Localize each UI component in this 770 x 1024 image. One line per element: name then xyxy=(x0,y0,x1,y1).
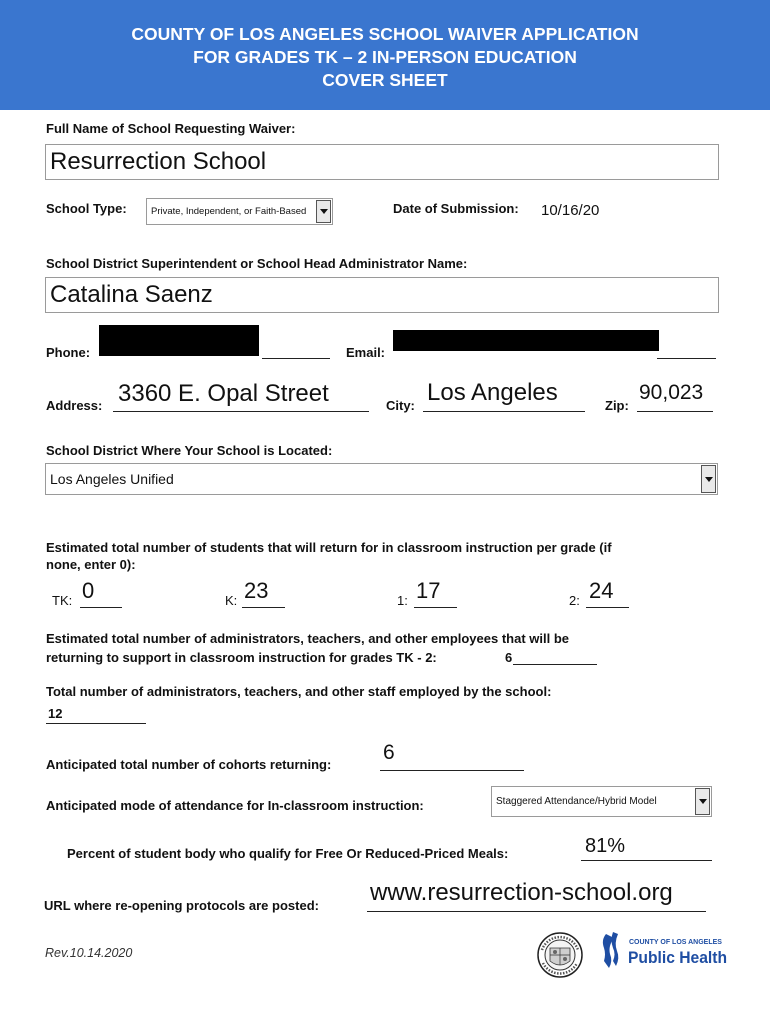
students-question-line1: Estimated total number of students that will return for in classroom instruction per grade (if xyxy=(46,540,612,555)
attendance-label: Anticipated mode of attendance for In-classroom instruction: xyxy=(46,798,424,813)
staff-returning-value[interactable]: 6 xyxy=(505,650,513,665)
school-name-value: Resurrection School xyxy=(50,148,267,175)
address-value[interactable]: 3360 E. Opal Street xyxy=(118,380,329,407)
header-title-line1: COUNTY OF LOS ANGELES SCHOOL WAIVER APPLICATION xyxy=(131,24,639,44)
district-value: Los Angeles Unified xyxy=(50,471,174,487)
email-label: Email: xyxy=(346,345,386,360)
administrator-field[interactable] xyxy=(45,277,719,313)
school-type-label: School Type: xyxy=(46,201,127,216)
email-redaction xyxy=(393,330,659,351)
grade2-label: 2: xyxy=(569,593,580,608)
meals-underline xyxy=(581,860,712,861)
attendance-value: Staggered Attendance/Hybrid Model xyxy=(496,796,657,807)
staff-returning-line2: returning to support in classroom instruction for grades TK - 2: xyxy=(46,650,437,665)
phone-underline xyxy=(262,358,330,359)
city-label: City: xyxy=(386,398,415,413)
staff-returning-line1: Estimated total number of administrators, teachers, and other employees that will be xyxy=(46,631,570,646)
zip-underline xyxy=(637,411,713,412)
public-health-logo xyxy=(597,928,732,974)
k-label: K: xyxy=(225,593,238,608)
administrator-label: School District Superintendent or School Head Administrator Name: xyxy=(46,256,468,271)
meals-label: Percent of student body who qualify for Free Or Reduced-Priced Meals: xyxy=(67,846,509,861)
grade1-value[interactable]: 17 xyxy=(416,578,441,603)
grade2-value[interactable]: 24 xyxy=(589,578,614,603)
district-select[interactable] xyxy=(45,463,718,495)
attendance-select[interactable] xyxy=(491,786,712,817)
url-label: URL where re-opening protocols are posted: xyxy=(44,898,319,913)
header-title-line3: COVER SHEET xyxy=(322,70,448,90)
chevron-down-icon[interactable] xyxy=(701,465,716,493)
url-underline xyxy=(367,911,706,912)
school-type-value: Private, Independent, or Faith-Based xyxy=(151,206,307,217)
tk-value[interactable]: 0 xyxy=(82,578,95,603)
k-underline xyxy=(242,607,285,608)
cohorts-label: Anticipated total number of cohorts returning: xyxy=(46,757,332,772)
staff-returning-underline xyxy=(513,664,597,665)
dph-line1: COUNTY OF LOS ANGELES xyxy=(629,939,722,946)
k-value[interactable]: 23 xyxy=(244,578,269,603)
zip-label: Zip: xyxy=(605,398,629,413)
header-banner xyxy=(0,0,770,110)
url-value[interactable]: www.resurrection-school.org xyxy=(370,879,673,906)
meals-value[interactable]: 81% xyxy=(585,835,626,857)
grade1-underline xyxy=(414,607,457,608)
city-value[interactable]: Los Angeles xyxy=(427,379,558,406)
submission-date-value[interactable]: 10/16/20 xyxy=(541,202,600,219)
school-name-field[interactable] xyxy=(45,144,719,180)
grade2-underline xyxy=(586,607,629,608)
school-type-select[interactable] xyxy=(146,198,333,225)
district-label: School District Where Your School is Located: xyxy=(46,443,333,458)
grade1-label: 1: xyxy=(397,593,408,608)
staff-total-value[interactable]: 12 xyxy=(48,706,63,721)
address-label: Address: xyxy=(46,398,103,413)
students-question-line2: none, enter 0): xyxy=(46,557,136,572)
submission-date-label: Date of Submission: xyxy=(393,201,519,216)
phone-label: Phone: xyxy=(46,345,91,360)
county-seal-logo xyxy=(537,932,583,978)
phone-redaction xyxy=(99,325,259,356)
dph-line2: Public Health xyxy=(628,948,727,967)
header-title-line2: FOR GRADES TK – 2 IN-PERSON EDUCATION xyxy=(193,47,577,67)
chevron-down-icon[interactable] xyxy=(316,200,331,223)
cohorts-underline xyxy=(380,770,524,771)
revision-text: Rev.10.14.2020 xyxy=(45,946,133,960)
tk-label: TK: xyxy=(52,593,73,608)
staff-total-underline xyxy=(46,723,146,724)
cohorts-value[interactable]: 6 xyxy=(383,741,395,764)
address-underline xyxy=(113,411,369,412)
staff-total-label: Total number of administrators, teachers, and other staff employed by the school: xyxy=(46,684,552,699)
tk-underline xyxy=(80,607,122,608)
school-name-label: Full Name of School Requesting Waiver: xyxy=(46,121,296,136)
zip-value[interactable]: 90,023 xyxy=(639,381,704,404)
city-underline xyxy=(423,411,585,412)
chevron-down-icon[interactable] xyxy=(695,788,710,815)
administrator-value: Catalina Saenz xyxy=(50,281,213,308)
email-underline xyxy=(657,358,716,359)
